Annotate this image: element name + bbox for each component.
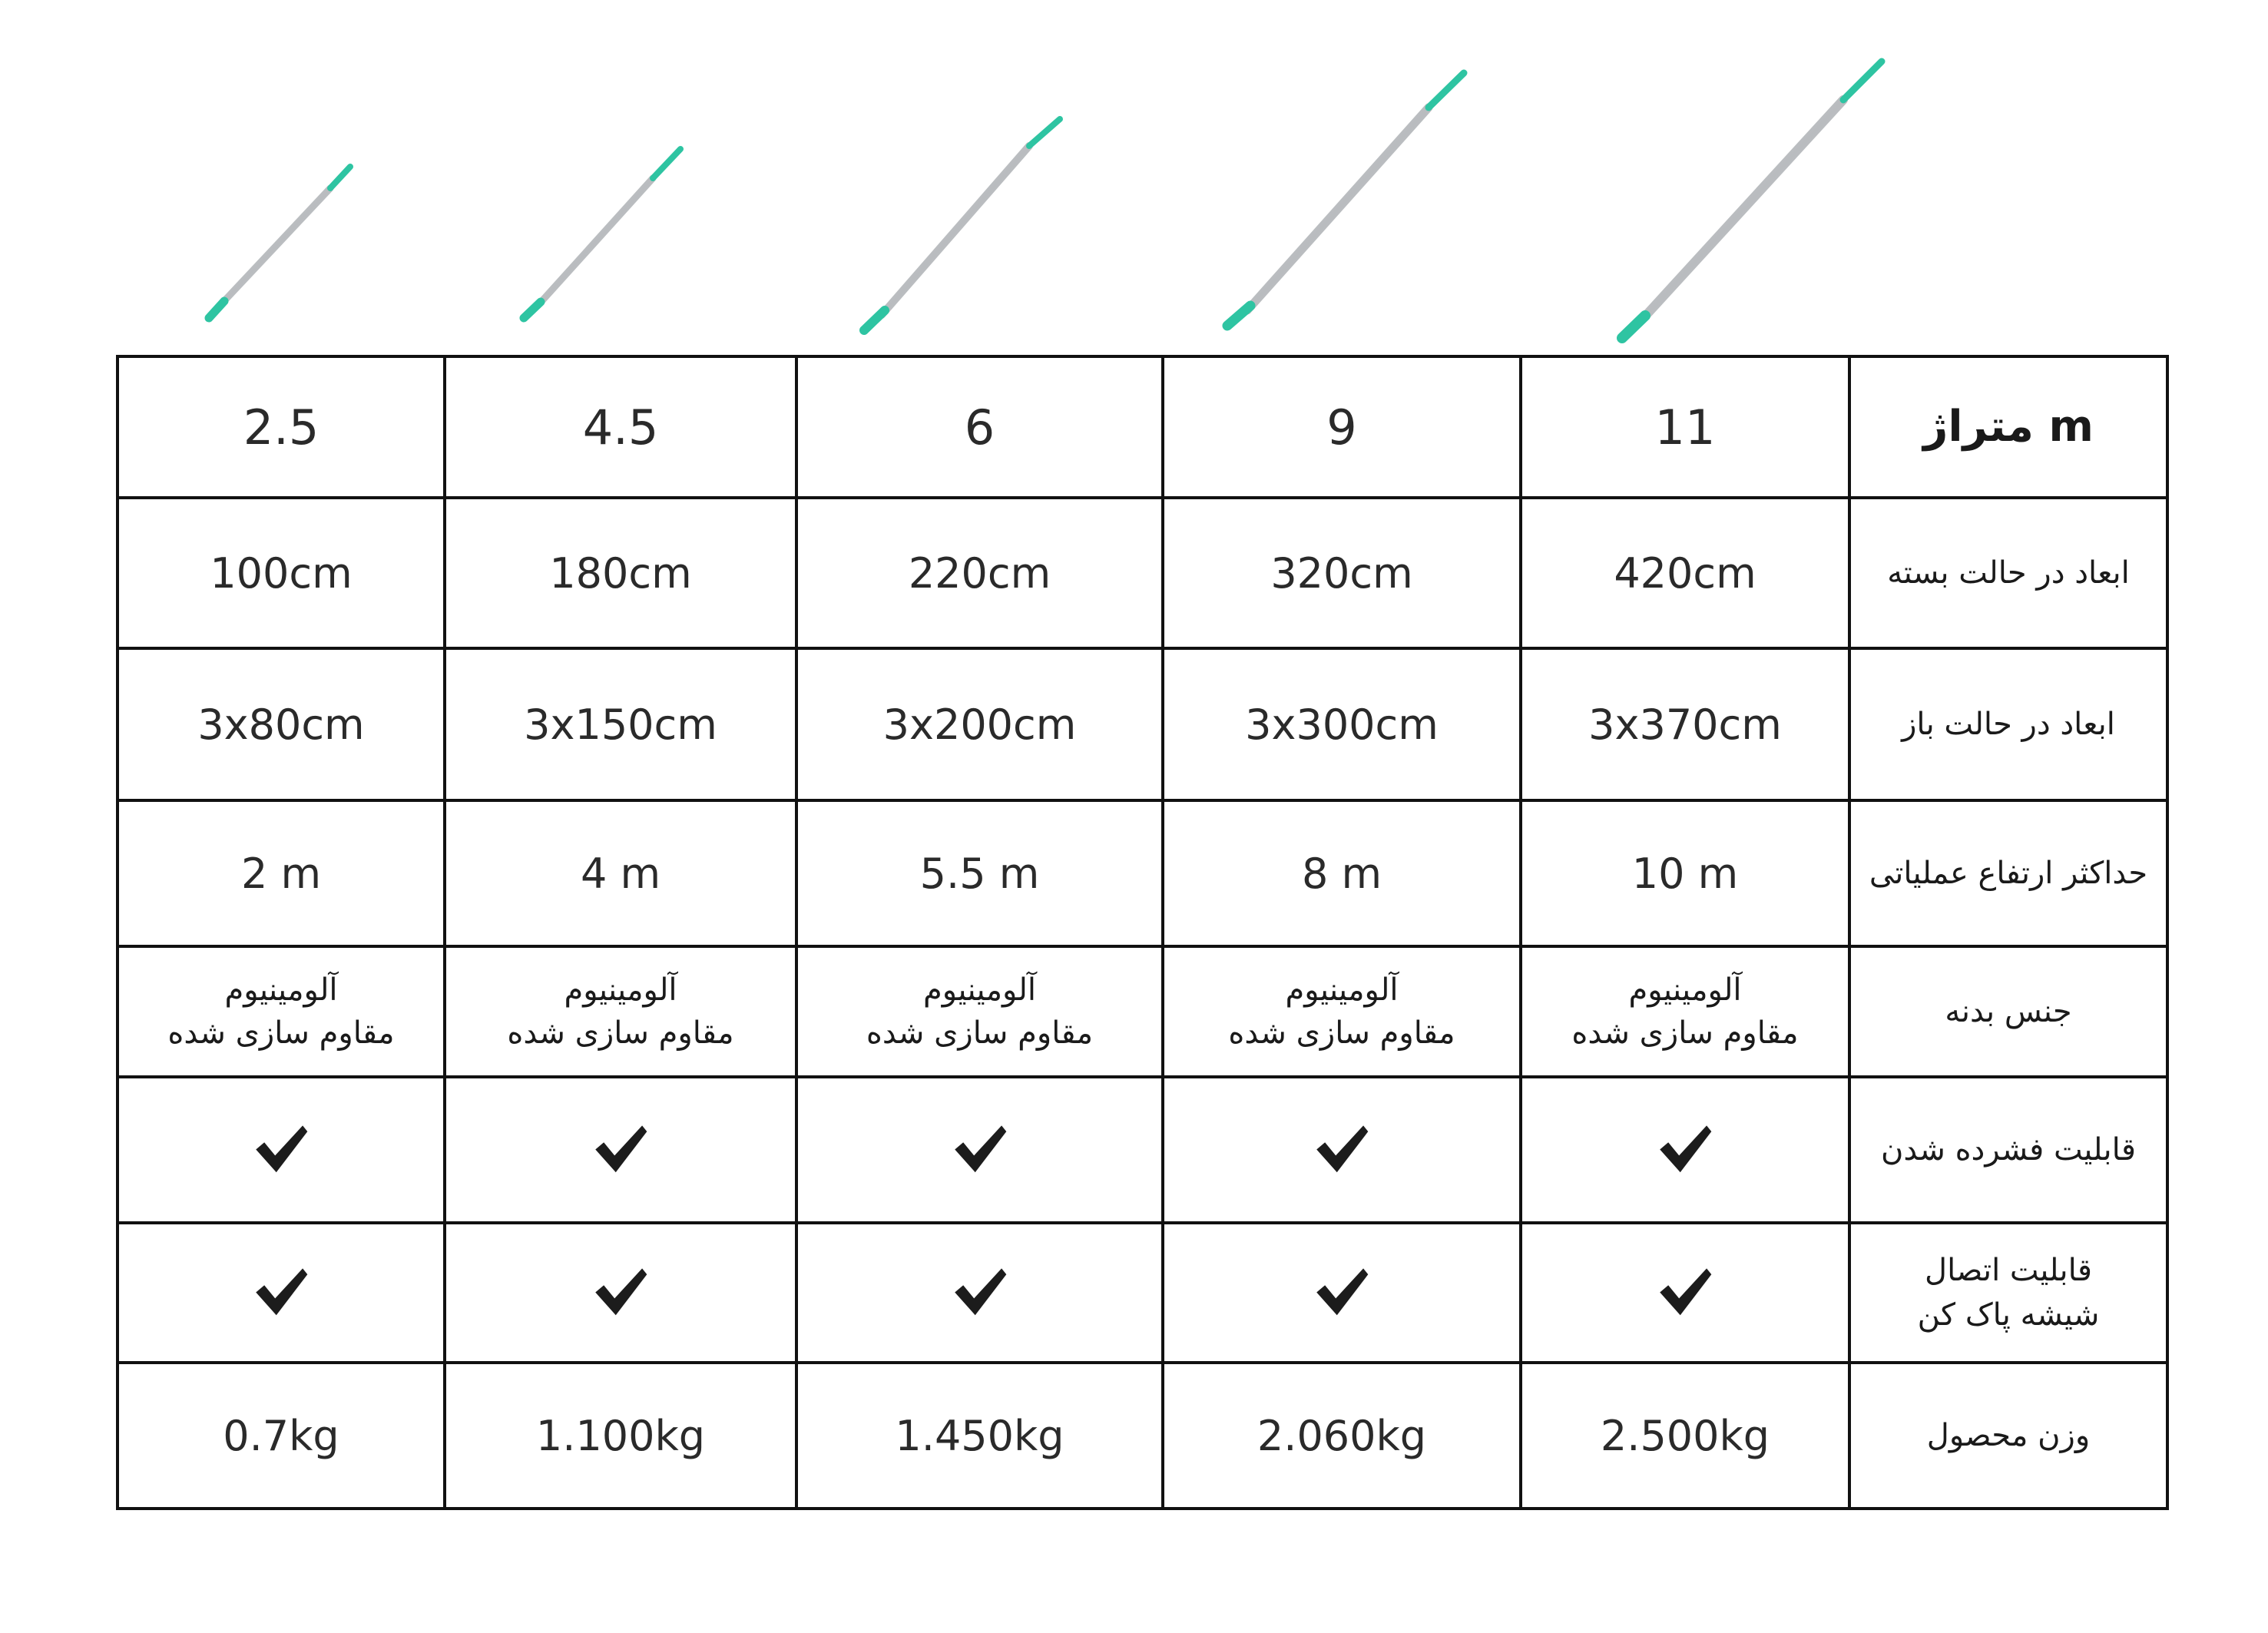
- telescopic-pole-icon: [0, 0, 2268, 361]
- open-size-value: 3x370cm: [1588, 700, 1782, 749]
- material-value: آلومینیوم مقاوم سازی شده: [507, 972, 734, 1051]
- pole-9-icon: [1227, 73, 1464, 326]
- max-height-value: 5.5 m: [919, 849, 1040, 898]
- row-label-max-height: حداکثر ارتفاع عملیاتی: [1869, 856, 2148, 891]
- material-value: آلومینیوم مقاوم سازی شده: [866, 972, 1094, 1051]
- pole-2-5-icon: [209, 167, 350, 318]
- material-value: آلومینیوم مقاوم سازی شده: [167, 972, 395, 1051]
- checkmark-icon: [591, 1261, 651, 1321]
- table-row-open-size: [118, 648, 2167, 800]
- weight-value: 0.7kg: [223, 1411, 339, 1460]
- checkmark-icon: [251, 1261, 311, 1321]
- closed-size-value: 420cm: [1614, 548, 1756, 598]
- closed-size-value: 320cm: [1270, 548, 1413, 598]
- table-row-length: [118, 356, 2167, 498]
- row-label-open-size: ابعاد در حالت باز: [1902, 707, 2115, 742]
- open-size-value: 3x80cm: [197, 700, 365, 749]
- checkmark-icon: [591, 1118, 651, 1178]
- material-value: آلومینیوم مقاوم سازی شده: [1228, 972, 1455, 1051]
- table-row-closed-size: [118, 498, 2167, 648]
- length-value: 11: [1654, 399, 1716, 455]
- length-value: 9: [1326, 399, 1357, 455]
- weight-value: 1.450kg: [895, 1411, 1064, 1460]
- closed-size-value: 100cm: [210, 548, 353, 598]
- weight-value: 2.500kg: [1600, 1411, 1770, 1460]
- material-value: آلومینیوم مقاوم سازی شده: [1571, 972, 1799, 1051]
- checkmark-icon: [1312, 1118, 1372, 1178]
- row-label-squeegee-attach: قابلیت اتصال شیشه پاک کن: [1917, 1253, 2100, 1333]
- pole-6-icon: [864, 119, 1060, 330]
- weight-value: 2.060kg: [1257, 1411, 1427, 1460]
- table-row-weight: [118, 1363, 2167, 1509]
- checkmark-icon: [950, 1261, 1010, 1321]
- table-row-compressible: [118, 1077, 2167, 1223]
- spec-comparison-table: [116, 355, 2169, 1510]
- pole-4-5-icon: [524, 149, 680, 318]
- row-label-material: جنس بدنه: [1945, 994, 2072, 1029]
- closed-size-value: 180cm: [549, 548, 692, 598]
- row-label-weight: وزن محصول: [1926, 1418, 2091, 1453]
- max-height-value: 10 m: [1631, 849, 1739, 898]
- open-size-value: 3x200cm: [882, 700, 1077, 749]
- weight-value: 1.100kg: [535, 1411, 706, 1460]
- table-row-max-height: [118, 800, 2167, 946]
- checkmark-icon: [1655, 1118, 1715, 1178]
- checkmark-icon: [1312, 1261, 1372, 1321]
- length-value: 4.5: [582, 399, 659, 455]
- pole-11-icon: [1622, 61, 1882, 338]
- checkmark-icon: [1655, 1261, 1715, 1321]
- table-row-material: [118, 946, 2167, 1077]
- max-height-value: 2 m: [240, 849, 322, 898]
- open-size-value: 3x150cm: [524, 700, 717, 749]
- length-value: 2.5: [243, 399, 320, 455]
- length-value: 6: [964, 399, 995, 455]
- closed-size-value: 220cm: [908, 548, 1051, 598]
- open-size-value: 3x300cm: [1245, 700, 1439, 749]
- row-label-closed-size: ابعاد در حالت بسته: [1887, 555, 2130, 591]
- max-height-value: 4 m: [580, 849, 661, 898]
- table-row-squeegee-attach: [118, 1223, 2167, 1363]
- max-height-value: 8 m: [1301, 849, 1382, 898]
- row-label-length: متراژ m: [1923, 402, 2094, 452]
- checkmark-icon: [950, 1118, 1010, 1178]
- row-label-compressible: قابلیت فشرده شدن: [1881, 1132, 2136, 1168]
- checkmark-icon: [251, 1118, 311, 1178]
